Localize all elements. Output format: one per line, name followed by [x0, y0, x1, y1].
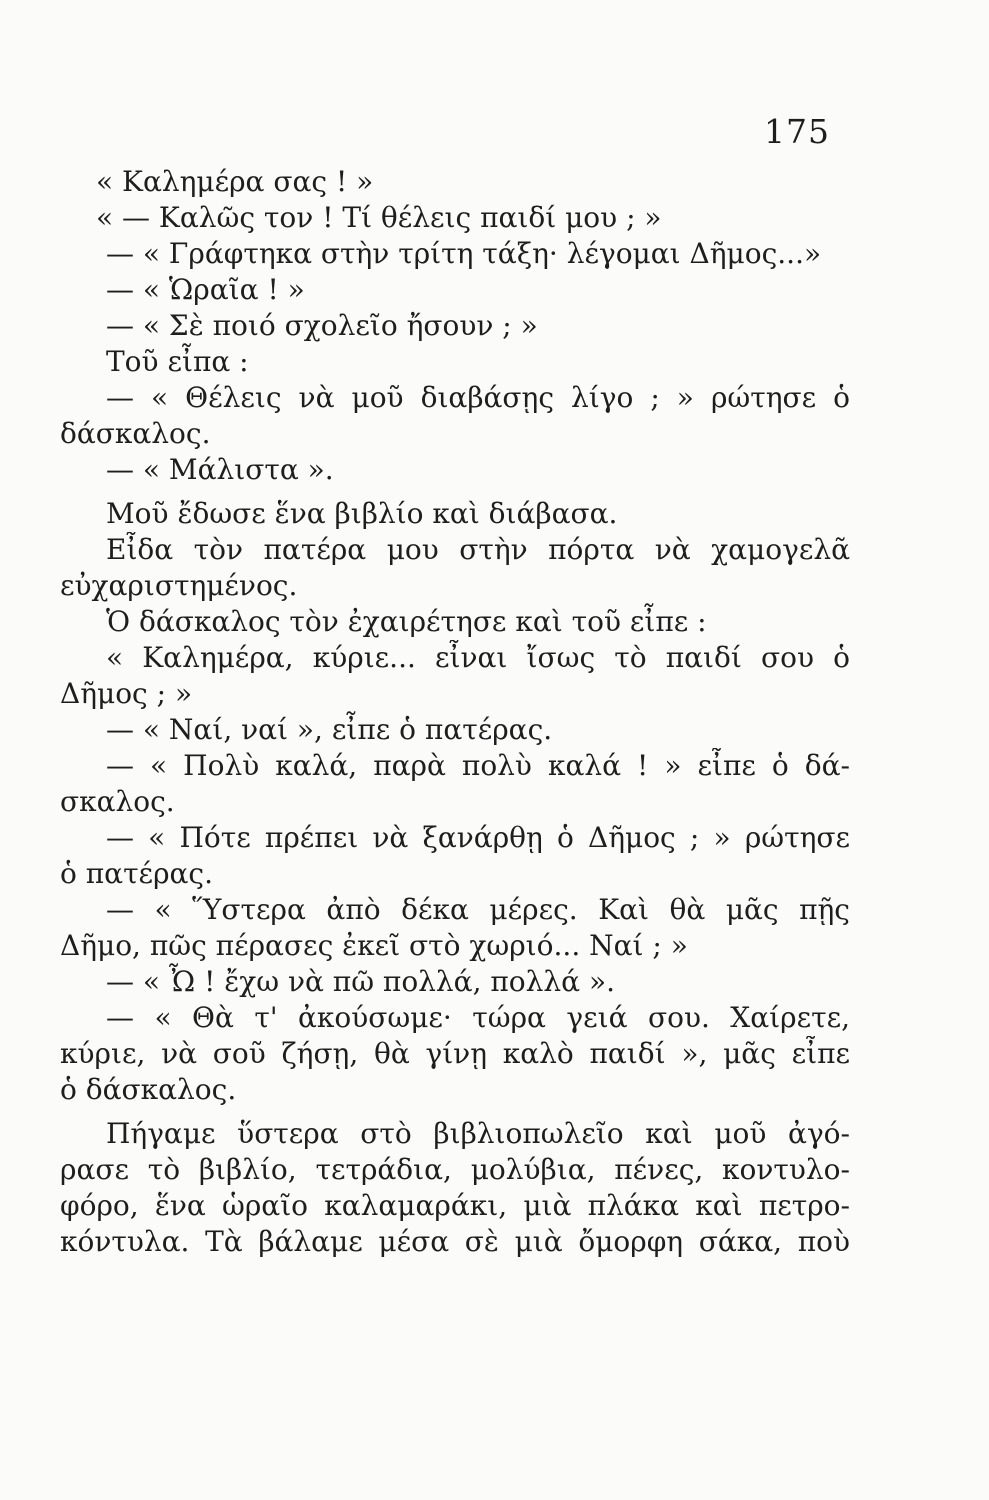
text-line: — « Πότε πρέπει νὰ ξανάρθῃ ὁ Δῆμος ; » ρώτησε [106, 821, 850, 854]
text-line: — « Σὲ ποιό σχολεῖο ἤσουν ; » [106, 309, 538, 342]
text-line: σκαλος. [60, 785, 175, 818]
text-line: Εἶδα τὸν πατέρα μου στὴν πόρτα νὰ χαμογελᾶ [106, 533, 850, 566]
text-line: φόρο, ἕνα ὡραῖο καλαμαράκι, μιὰ πλάκα καὶ πετρο- [60, 1189, 850, 1222]
text-line: — « Μάλιστα ». [106, 453, 334, 486]
text-line: δάσκαλος. [60, 417, 211, 450]
text-line: « Καλημέρα, κύριε... εἶναι ἴσως τὸ παιδί σου ὁ [106, 641, 850, 674]
text-line: Τοῦ εἶπα : [106, 345, 249, 378]
text-line: — « Ὦ ! ἔχω νὰ πῶ πολλά, πολλά ». [106, 965, 615, 998]
text-line: Δῆμος ; » [60, 677, 193, 710]
text-line: ρασε τὸ βιβλίο, τετράδια, μολύβια, πένες, κοντυλο- [60, 1153, 850, 1186]
text-line: Δῆμο, πῶς πέρασες ἐκεῖ στὸ χωριό... Ναί ; » [60, 929, 688, 962]
text-line: — « Θὰ τ' ἀκούσωμε· τώρα γειά σου. Χαίρετε, [106, 1001, 850, 1034]
page-text [60, 164, 850, 1260]
text-line: κόντυλα. Τὰ βάλαμε μέσα σὲ μιὰ ὄμορφη σάκα, ποὺ [60, 1225, 850, 1258]
page-number: 175 [764, 112, 830, 151]
text-line: « — Καλῶς τον ! Τί θέλεις παιδί μου ; » [96, 201, 662, 234]
text-line: — « Ναί, ναί », εἶπε ὁ πατέρας. [106, 713, 553, 746]
text-line: κύριε, νὰ σοῦ ζήσῃ, θὰ γίνῃ καλὸ παιδί », μᾶς εἶπε [60, 1037, 850, 1070]
text-line: — « Ὡραῖα ! » [106, 273, 305, 306]
text-line: — « Πολὺ καλά, παρὰ πολὺ καλά ! » εἶπε ὁ δά- [106, 749, 850, 782]
text-line: « Καλημέρα σας ! » [96, 165, 374, 198]
text-line: — « Θέλεις νὰ μοῦ διαβάσῃς λίγο ; » ρώτησε ὁ [106, 381, 850, 414]
text-line: Πήγαμε ὕστερα στὸ βιβλιοπωλεῖο καὶ μοῦ ἀγό- [106, 1117, 850, 1150]
text-line: ὁ πατέρας. [60, 857, 214, 890]
text-line: ὁ δάσκαλος. [60, 1073, 237, 1106]
text-line: — « Γράφτηκα στὴν τρίτη τάξη· λέγομαι Δῆμος...» [106, 237, 822, 270]
text-line: Ὁ δάσκαλος τὸν ἐχαιρέτησε καὶ τοῦ εἶπε : [106, 605, 707, 638]
text-line: Μοῦ ἔδωσε ἕνα βιβλίο καὶ διάβασα. [106, 497, 618, 530]
text-line: — « Ὕστερα ἀπὸ δέκα μέρες. Καὶ θὰ μᾶς πῇς [106, 893, 850, 926]
text-line: εὐχαριστημένος. [60, 569, 298, 602]
